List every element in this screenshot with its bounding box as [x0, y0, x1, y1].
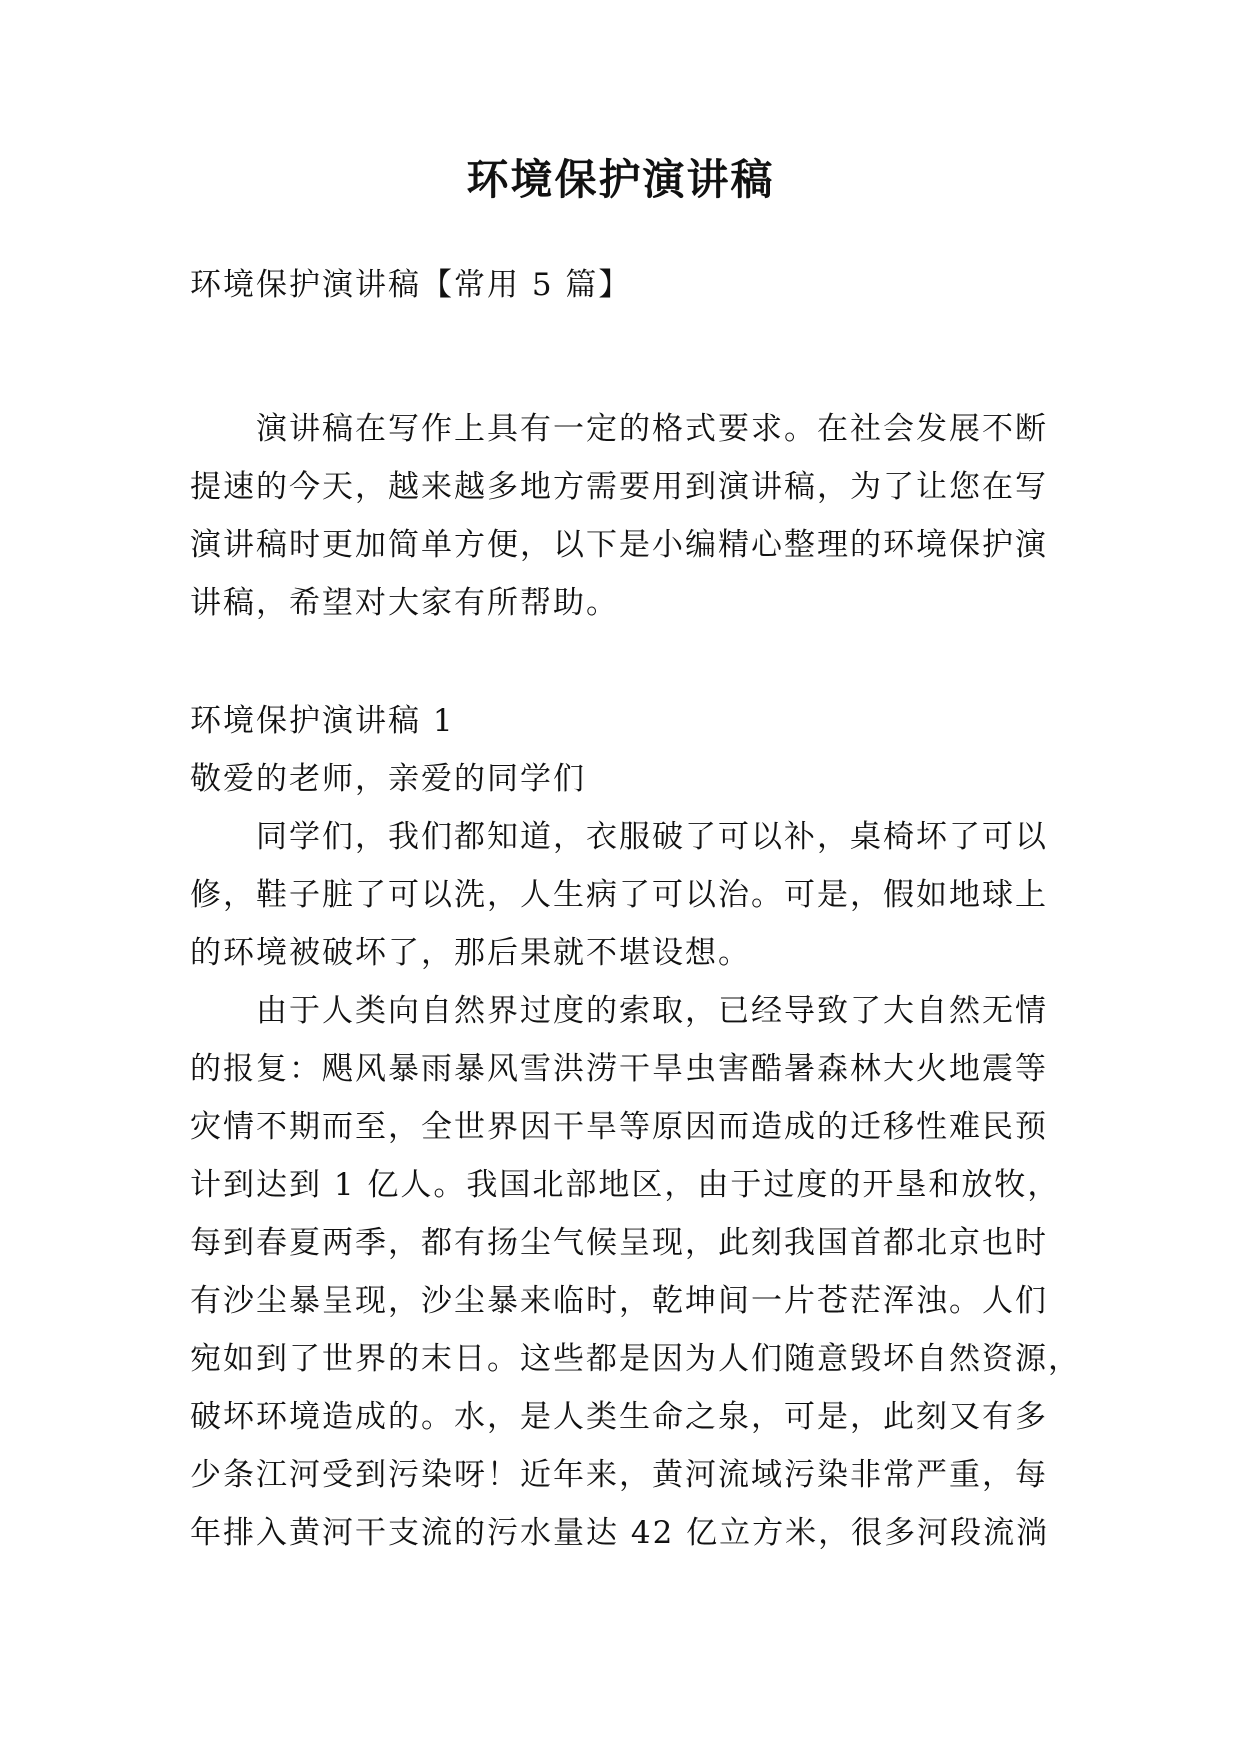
intro-line: 演讲稿在写作上具有一定的格式要求。在社会发展不断	[256, 411, 1048, 447]
greeting: 敬爱的老师，亲爱的同学们	[190, 761, 586, 797]
intro-line: 提速的今天，越来越多地方需要用到演讲稿，为了让您在写	[190, 469, 1048, 505]
paragraph-line: 灾情不期而至，全世界因干旱等原因而造成的迁移性难民预	[190, 1109, 1048, 1145]
intro-paragraph	[190, 400, 1050, 632]
document-subtitle	[190, 256, 1050, 314]
paragraph-line: 有沙尘暴呈现，沙尘暴来临时，乾坤间一片苍茫浑浊。人们	[190, 1283, 1048, 1319]
paragraph-line: 同学们，我们都知道，衣服破了可以补，桌椅坏了可以	[256, 819, 1048, 855]
paragraph-line: 修，鞋子脏了可以洗，人生病了可以治。可是，假如地球上	[190, 877, 1048, 913]
section-1-header	[190, 692, 1050, 808]
paragraph-line: 计到达到 1 亿人。我国北部地区，由于过度的开垦和放牧，	[190, 1167, 1061, 1203]
paragraph-line: 破坏环境造成的。水，是人类生命之泉，可是，此刻又有多	[190, 1399, 1048, 1435]
paragraph-line: 的报复：飓风暴雨暴风雪洪涝干旱虫害酷暑森林大火地震等	[190, 1051, 1048, 1087]
subtitle-text: 环境保护演讲稿【常用 5 篇】	[190, 267, 632, 303]
intro-line: 演讲稿时更加简单方便，以下是小编精心整理的环境保护演	[190, 527, 1048, 563]
section-1-body	[190, 808, 1081, 1562]
paragraph-line: 年排入黄河干支流的污水量达 42 亿立方米，很多河段流淌	[190, 1515, 1050, 1551]
intro-line: 讲稿，希望对大家有所帮助。	[190, 585, 619, 621]
paragraph-line: 的环境被破坏了，那后果就不堪设想。	[190, 935, 751, 971]
section-heading: 环境保护演讲稿 1	[190, 703, 455, 739]
paragraph-line: 由于人类向自然界过度的索取，已经导致了大自然无情	[256, 993, 1048, 1029]
paragraph-line: 每到春夏两季，都有扬尘气候呈现，此刻我国首都北京也时	[190, 1225, 1048, 1261]
document-title: 环境保护演讲稿	[466, 155, 775, 204]
paragraph-line: 宛如到了世界的末日。这些都是因为人们随意毁坏自然资源，	[190, 1341, 1081, 1377]
paragraph-line: 少条江河受到污染呀！近年来，黄河流域污染非常严重，每	[190, 1457, 1048, 1493]
